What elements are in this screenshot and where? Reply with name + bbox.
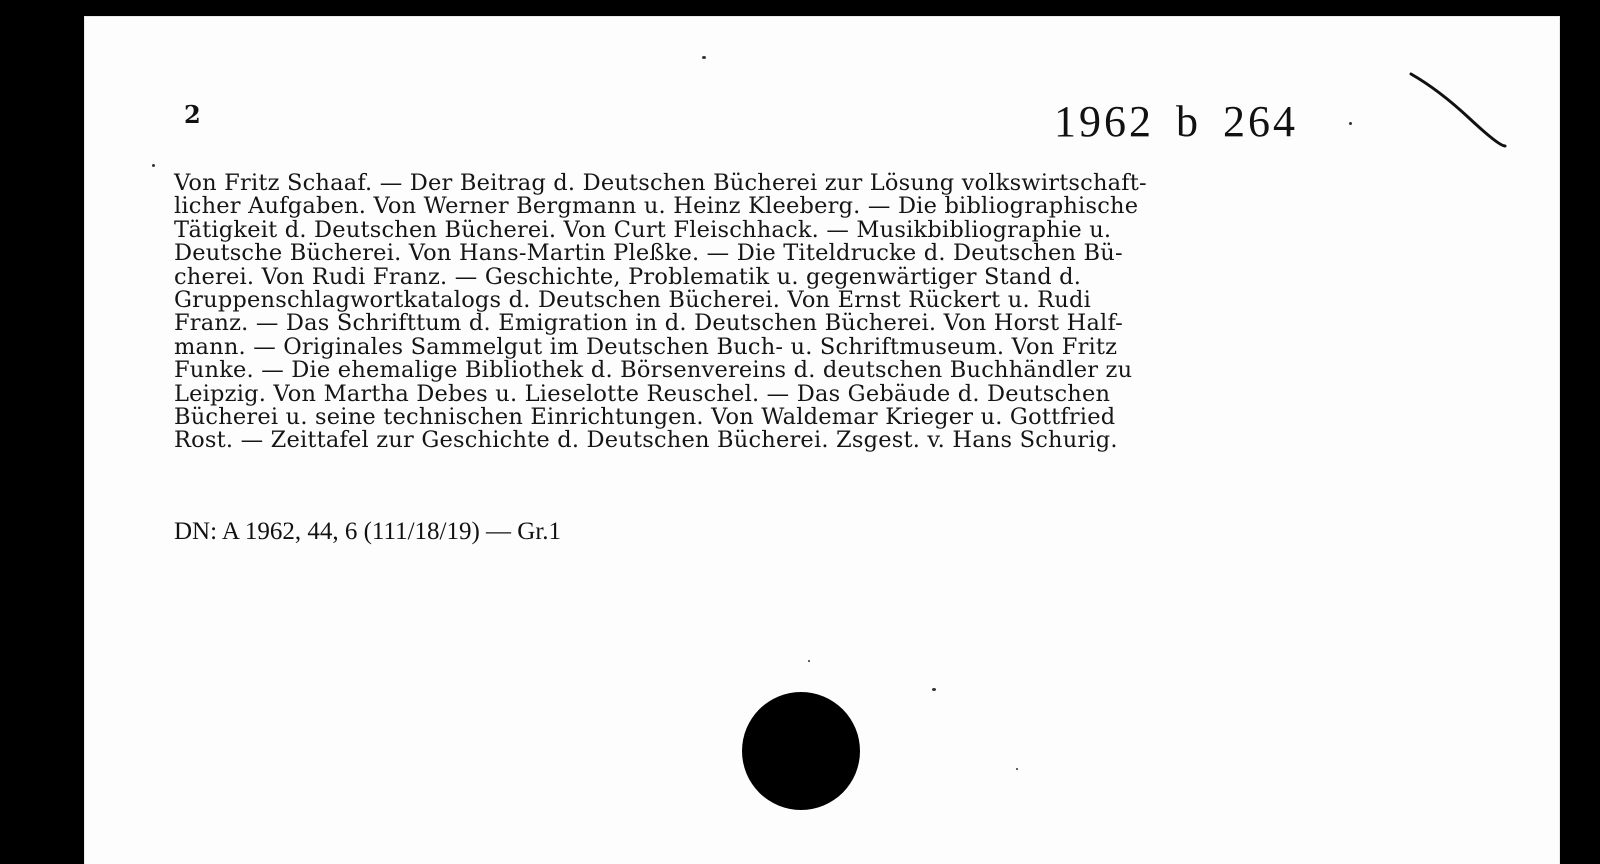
contents-line: mann. — Originales Sammelgut im Deutschen Buch- u. Schriftmuseum. Von Fritz [174,333,1118,360]
dust-speck [1016,768,1018,770]
card-paper [84,16,1560,864]
contents-line: Von Fritz Schaaf. — Der Beitrag d. Deutschen Bücherei zur Lösung volkswirtschaft- [174,170,1147,196]
page-number: 2 [184,100,201,129]
contents-line: Gruppenschlagwortkatalogs d. Deutschen Bücherei. Von Ernst Rückert u. Rudi [174,287,1091,314]
contents-line: Deutsche Bücherei. Von Hans-Martin Pleßke. — Die Titeldrucke d. Deutschen Bü- [174,240,1123,267]
punch-hole [742,692,860,810]
contents-line: licher Aufgaben. Von Werner Bergmann u. Heinz Kleeberg. — Die bibliographische [174,193,1139,220]
bibliographic-contents [174,172,1544,453]
dust-speck [1349,122,1352,125]
pen-mark-icon [1409,70,1509,150]
shelfmark: 1962 b 264 [1054,97,1298,146]
contents-line: Tätigkeit d. Deutschen Bücherei. Von Curt Fleischhack. — Musikbibliographie u. [174,216,1112,243]
dust-speck [808,660,810,662]
contents-line: Franz. — Das Schrifttum d. Emigration in d. Deutschen Bücherei. Von Horst Half- [174,310,1123,337]
contents-line: Bücherei u. seine technischen Einrichtungen. Von Waldemar Krieger u. Gottfried [174,404,1116,431]
contents-line: Leipzig. Von Martha Debes u. Lieselotte Reuschel. — Das Gebäude d. Deutschen [174,380,1111,407]
contents-line: Funke. — Die ehemalige Bibliothek d. Börsenvereins d. deutschen Buchhändler zu [174,357,1133,384]
dust-speck [932,688,936,691]
contents-line: cherei. Von Rudi Franz. — Geschichte, Problematik u. gegenwärtiger Stand d. [174,263,1082,290]
dust-speck [152,164,155,167]
dust-speck [702,56,706,59]
contents-line: Rost. — Zeittafel zur Geschichte d. Deutschen Bücherei. Zsgest. v. Hans Schurig. [174,427,1118,454]
dn-note: DN: A 1962, 44, 6 (111/18/19) — Gr.1 [174,518,562,545]
